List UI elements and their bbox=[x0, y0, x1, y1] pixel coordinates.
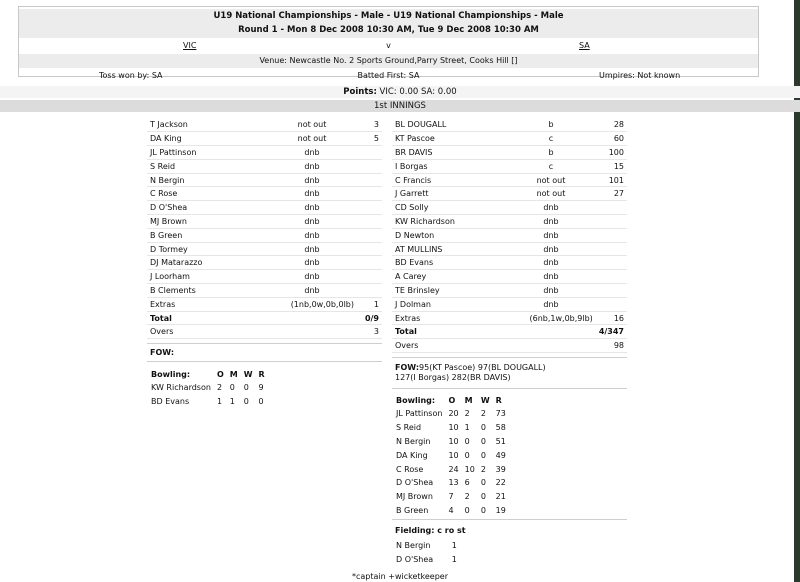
bowling-figure: 1 bbox=[229, 397, 235, 407]
runs bbox=[357, 187, 382, 201]
teams-row bbox=[19, 38, 758, 53]
runs bbox=[596, 270, 627, 284]
batsman-name: B Clements bbox=[147, 284, 267, 298]
overs-row: Overs 3 bbox=[147, 325, 382, 339]
bowling-header-row: Bowling: O M W R bbox=[396, 395, 502, 405]
bowling-figure: 0 bbox=[464, 436, 470, 446]
dismissal: dnb bbox=[267, 187, 357, 201]
bowling-figure: 73 bbox=[495, 409, 506, 419]
dismissal: not out bbox=[506, 173, 596, 187]
dismissal: dnb bbox=[506, 270, 596, 284]
dismissal: dnb bbox=[506, 201, 596, 215]
batsman-row bbox=[147, 146, 382, 160]
runs bbox=[596, 297, 627, 311]
batsman-name: D Tormey bbox=[147, 242, 267, 256]
batsman-row bbox=[147, 173, 382, 187]
batsman-name: N Bergin bbox=[147, 173, 267, 187]
batsman-row bbox=[147, 159, 382, 173]
batsman-row bbox=[147, 201, 382, 215]
divider bbox=[392, 357, 627, 358]
batsman-row bbox=[392, 284, 627, 298]
batsman-row bbox=[392, 256, 627, 270]
toss-info: Toss won by: SA bbox=[99, 71, 163, 80]
runs: 15 bbox=[596, 159, 627, 173]
batsman-row bbox=[392, 215, 627, 229]
dismissal: dnb bbox=[506, 228, 596, 242]
batted-first-info: Batted First: SA bbox=[357, 71, 420, 80]
bowler-row bbox=[393, 421, 509, 435]
sa-fow bbox=[395, 363, 546, 383]
dismissal: dnb bbox=[267, 242, 357, 256]
runs bbox=[357, 242, 382, 256]
runs bbox=[357, 256, 382, 270]
dismissal: dnb bbox=[267, 146, 357, 160]
bowling-figure: 39 bbox=[495, 464, 506, 474]
batsman-row bbox=[147, 228, 382, 242]
bowler-row bbox=[393, 462, 509, 476]
batsman-row bbox=[392, 297, 627, 311]
sa-fow-label: FOW: bbox=[395, 363, 420, 372]
bowling-figure: 7 bbox=[448, 492, 454, 502]
batsman-name: KT Pascoe bbox=[392, 132, 506, 146]
extras-row: Extras (1nb,0w,0b,0lb) 1 bbox=[147, 297, 382, 311]
bowling-figure: 0 bbox=[243, 383, 249, 393]
dismissal: not out bbox=[267, 132, 357, 146]
dismissal: dnb bbox=[506, 284, 596, 298]
dismissal: dnb bbox=[506, 215, 596, 229]
bowler-name: DA King bbox=[396, 450, 428, 460]
batsman-name: B Green bbox=[147, 228, 267, 242]
venue: Venue: Newcastle No. 2 Sports Ground,Parry Street, Cooks Hill [] bbox=[19, 54, 758, 68]
bowling-figure: 2 bbox=[464, 492, 470, 502]
batsman-name: D Newton bbox=[392, 228, 506, 242]
bowling-figure: 0 bbox=[480, 450, 486, 460]
bowling-figure: 49 bbox=[495, 450, 506, 460]
vic-fow-label: FOW: bbox=[150, 348, 175, 357]
points-value: VIC: 0.00 SA: 0.00 bbox=[379, 87, 457, 97]
versus-label: v bbox=[386, 41, 391, 50]
dismissal: dnb bbox=[267, 159, 357, 173]
bowling-figure: 10 bbox=[448, 436, 459, 446]
dismissal: dnb bbox=[506, 256, 596, 270]
bowler-row bbox=[393, 490, 509, 504]
runs bbox=[596, 284, 627, 298]
bowling-figure: 0 bbox=[258, 397, 264, 407]
bowling-figure: 0 bbox=[480, 423, 486, 433]
sa-batting-table bbox=[392, 118, 627, 353]
batsman-row bbox=[147, 118, 382, 132]
dismissal: dnb bbox=[267, 173, 357, 187]
divider bbox=[392, 519, 627, 520]
bowling-figure: 24 bbox=[448, 464, 459, 474]
dismissal: dnb bbox=[506, 242, 596, 256]
batsman-name: BL DOUGALL bbox=[392, 118, 506, 132]
batsman-row bbox=[147, 187, 382, 201]
bowler-name: KW Richardson bbox=[151, 383, 211, 393]
fielder-row bbox=[393, 553, 463, 567]
fielder-row bbox=[393, 539, 463, 553]
batsman-row bbox=[392, 132, 627, 146]
match-round: Round 1 - Mon 8 Dec 2008 10:30 AM, Tue 9 Dec 2008 10:30 AM bbox=[19, 23, 758, 38]
bowling-figure: 20 bbox=[448, 409, 459, 419]
batsman-row bbox=[147, 256, 382, 270]
bowler-row bbox=[148, 381, 268, 395]
bowling-figure: 10 bbox=[464, 464, 475, 474]
total-row: Total 4/347 bbox=[392, 325, 627, 339]
bowler-row bbox=[393, 448, 509, 462]
extras-row: Extras (6nb,1w,0b,9lb) 16 bbox=[392, 311, 627, 325]
runs bbox=[357, 270, 382, 284]
bowling-figure: 21 bbox=[495, 492, 506, 502]
innings-bar: 1st INNINGS bbox=[0, 100, 800, 112]
runs bbox=[596, 228, 627, 242]
bowling-figure: 10 bbox=[448, 423, 459, 433]
dismissal: dnb bbox=[267, 256, 357, 270]
dismissal: not out bbox=[506, 187, 596, 201]
batsman-row bbox=[392, 270, 627, 284]
bowling-figure: 1 bbox=[464, 423, 470, 433]
fielder-name: D O'Shea bbox=[396, 555, 434, 565]
bowling-figure: 13 bbox=[448, 478, 459, 488]
bowler-name: S Reid bbox=[396, 423, 422, 433]
fielding-table bbox=[393, 539, 463, 567]
batsman-row bbox=[147, 270, 382, 284]
batsman-name: D O'Shea bbox=[147, 201, 267, 215]
batsman-name: BD Evans bbox=[392, 256, 506, 270]
batsman-row bbox=[147, 215, 382, 229]
batsman-name: BR DAVIS bbox=[392, 146, 506, 160]
batsman-row bbox=[392, 159, 627, 173]
runs bbox=[357, 159, 382, 173]
runs bbox=[357, 228, 382, 242]
bowling-figure: 2 bbox=[216, 383, 223, 393]
dismissal: dnb bbox=[267, 284, 357, 298]
dismissal: dnb bbox=[267, 215, 357, 229]
batsman-row bbox=[392, 118, 627, 132]
fielding-header: Fielding: c ro st bbox=[395, 526, 466, 535]
batsman-row bbox=[147, 284, 382, 298]
runs: 100 bbox=[596, 146, 627, 160]
umpires-info: Umpires: Not known bbox=[599, 71, 681, 80]
bowler-row bbox=[393, 435, 509, 449]
batsman-row bbox=[392, 228, 627, 242]
dismissal: c bbox=[506, 159, 596, 173]
bowling-figure: 0 bbox=[480, 505, 486, 515]
bowler-name: MJ Brown bbox=[396, 492, 433, 502]
batsman-name: JL Pattinson bbox=[147, 146, 267, 160]
match-info-row bbox=[19, 69, 758, 83]
divider bbox=[147, 361, 382, 362]
batsman-row bbox=[147, 132, 382, 146]
sa-fow-line1: 95(KT Pascoe) 97(BL DOUGALL) bbox=[419, 363, 546, 372]
dismissal: dnb bbox=[506, 297, 596, 311]
runs bbox=[596, 256, 627, 270]
runs bbox=[596, 215, 627, 229]
bowling-figure: 2 bbox=[480, 464, 486, 474]
bowling-figure: 58 bbox=[495, 423, 506, 433]
bowling-figure: 0 bbox=[464, 450, 470, 460]
bowling-figure: 22 bbox=[495, 478, 506, 488]
bowling-figure: 0 bbox=[229, 383, 235, 393]
bowling-figure: 2 bbox=[480, 409, 486, 419]
divider bbox=[392, 388, 627, 389]
bowler-row bbox=[148, 395, 268, 409]
runs: 60 bbox=[596, 132, 627, 146]
batsman-name: TE Brinsley bbox=[392, 284, 506, 298]
sa-bowling-table bbox=[393, 393, 509, 517]
batsman-name: J Loorham bbox=[147, 270, 267, 284]
bowling-figure: 10 bbox=[448, 450, 459, 460]
catches: 1 bbox=[451, 555, 457, 565]
batsman-row bbox=[392, 201, 627, 215]
batsman-name: AT MULLINS bbox=[392, 242, 506, 256]
runs: 28 bbox=[596, 118, 627, 132]
bowler-name: D O'Shea bbox=[396, 478, 434, 488]
bowling-figure: 0 bbox=[243, 397, 249, 407]
batsman-name: S Reid bbox=[147, 159, 267, 173]
bowler-name: N Bergin bbox=[396, 436, 431, 446]
batsman-row bbox=[147, 242, 382, 256]
batsman-name: CD Solly bbox=[392, 201, 506, 215]
runs: 3 bbox=[357, 118, 382, 132]
runs bbox=[357, 201, 382, 215]
batsman-name: A Carey bbox=[392, 270, 506, 284]
bowling-figure: 0 bbox=[480, 436, 486, 446]
runs: 101 bbox=[596, 173, 627, 187]
bowler-name: JL Pattinson bbox=[396, 409, 443, 419]
dismissal: b bbox=[506, 118, 596, 132]
batsman-name: MJ Brown bbox=[147, 215, 267, 229]
bowler-row bbox=[393, 476, 509, 490]
bowler-row bbox=[393, 407, 509, 421]
dismissal: b bbox=[506, 146, 596, 160]
bowling-header-row: Bowling: O M W R bbox=[151, 369, 265, 379]
bowling-figure: 19 bbox=[495, 505, 506, 515]
batsman-row bbox=[392, 146, 627, 160]
vic-bowling-table bbox=[148, 367, 268, 409]
bowling-figure: 1 bbox=[216, 397, 223, 407]
total-row: Total 0/9 bbox=[147, 311, 382, 325]
batsman-row bbox=[392, 173, 627, 187]
vic-batting-table bbox=[147, 118, 382, 339]
runs bbox=[357, 173, 382, 187]
batsman-name: J Dolman bbox=[392, 297, 506, 311]
bowling-figure: 4 bbox=[448, 505, 454, 515]
bowling-figure: 9 bbox=[258, 383, 264, 393]
dismissal: dnb bbox=[267, 228, 357, 242]
batsman-row bbox=[392, 242, 627, 256]
home-team-link[interactable]: VIC bbox=[183, 41, 197, 50]
runs bbox=[357, 215, 382, 229]
runs bbox=[357, 284, 382, 298]
runs bbox=[357, 146, 382, 160]
bowling-figure: 2 bbox=[464, 409, 470, 419]
batsman-name: DJ Matarazzo bbox=[147, 256, 267, 270]
bowler-name: BD Evans bbox=[151, 397, 190, 407]
batsman-name: J Garrett bbox=[392, 187, 506, 201]
fielder-name: N Bergin bbox=[396, 541, 431, 551]
batsman-name: C Francis bbox=[392, 173, 506, 187]
batsman-name: T Jackson bbox=[147, 118, 267, 132]
bowling-figure: 0 bbox=[480, 492, 486, 502]
match-title: U19 National Championships - Male - U19 National Championships - Male bbox=[19, 9, 758, 23]
points-label: Points: bbox=[343, 87, 377, 97]
batsman-name: C Rose bbox=[147, 187, 267, 201]
runs bbox=[596, 201, 627, 215]
runs: 5 bbox=[357, 132, 382, 146]
dismissal: dnb bbox=[267, 270, 357, 284]
batsman-row bbox=[392, 187, 627, 201]
match-header bbox=[18, 6, 759, 80]
catches: 1 bbox=[451, 541, 457, 551]
overs-row: Overs 98 bbox=[392, 339, 627, 353]
bowling-figure: 0 bbox=[480, 478, 486, 488]
bowler-row bbox=[393, 504, 509, 518]
away-team-link[interactable]: SA bbox=[579, 41, 590, 50]
bowler-name: C Rose bbox=[396, 464, 424, 474]
bowling-figure: 6 bbox=[464, 478, 470, 488]
points-bar bbox=[0, 86, 800, 98]
sa-fow-line2: 127(I Borgas) 282(BR DAVIS) bbox=[395, 373, 511, 382]
runs: 27 bbox=[596, 187, 627, 201]
dismissal: not out bbox=[267, 118, 357, 132]
batsman-name: DA King bbox=[147, 132, 267, 146]
dismissal: dnb bbox=[267, 201, 357, 215]
bowler-name: B Green bbox=[396, 505, 429, 515]
dismissal: c bbox=[506, 132, 596, 146]
legend-note: *captain +wicketkeeper bbox=[351, 572, 448, 581]
bowling-figure: 51 bbox=[495, 436, 506, 446]
runs bbox=[596, 242, 627, 256]
batsman-name: KW Richardson bbox=[392, 215, 506, 229]
divider bbox=[147, 343, 382, 344]
bowling-figure: 0 bbox=[464, 505, 470, 515]
batsman-name: I Borgas bbox=[392, 159, 506, 173]
